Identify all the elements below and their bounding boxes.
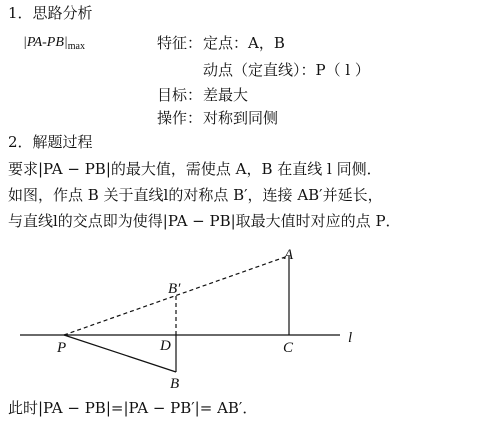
label-P: P (57, 340, 67, 356)
solution-line-3: 与直线l的交点即为使得|PA − PB|取最大值时对应的点 P． (8, 212, 401, 230)
label-A: A (284, 247, 294, 263)
solution-line-1: 要求|PA − PB|的最大值，需使点 A，B 在直线 l 同侧． (8, 160, 382, 178)
feature-label: 特征： (157, 34, 203, 52)
label-B-prime: B′ (168, 281, 181, 297)
section1-heading: 1．思路分析 (8, 4, 93, 22)
label-B: B (170, 376, 180, 392)
conclusion-line: 此时|PA − PB|=|PA − PB′|= AB′． (8, 399, 258, 417)
feature-fixed-points: 定点：A，B (203, 34, 285, 52)
formula-text: |PA-PB| (23, 35, 68, 50)
operation-text: 对称到同侧 (203, 109, 279, 127)
goal-text: 差最大 (203, 86, 249, 104)
label-D: D (160, 338, 171, 354)
solution-line-2: 如图，作点 B 关于直线l的对称点 B′，连接 AB′并延长， (8, 186, 383, 204)
section2-heading: 2．解题过程 (8, 133, 93, 151)
formula-subscript: max (67, 41, 85, 52)
goal-label: 目标： (157, 86, 203, 104)
operation-label: 操作： (157, 109, 203, 127)
feature-moving-point: 动点（定直线）：P（ l ） (203, 61, 370, 79)
label-l: l (348, 330, 353, 346)
label-C: C (283, 340, 294, 356)
